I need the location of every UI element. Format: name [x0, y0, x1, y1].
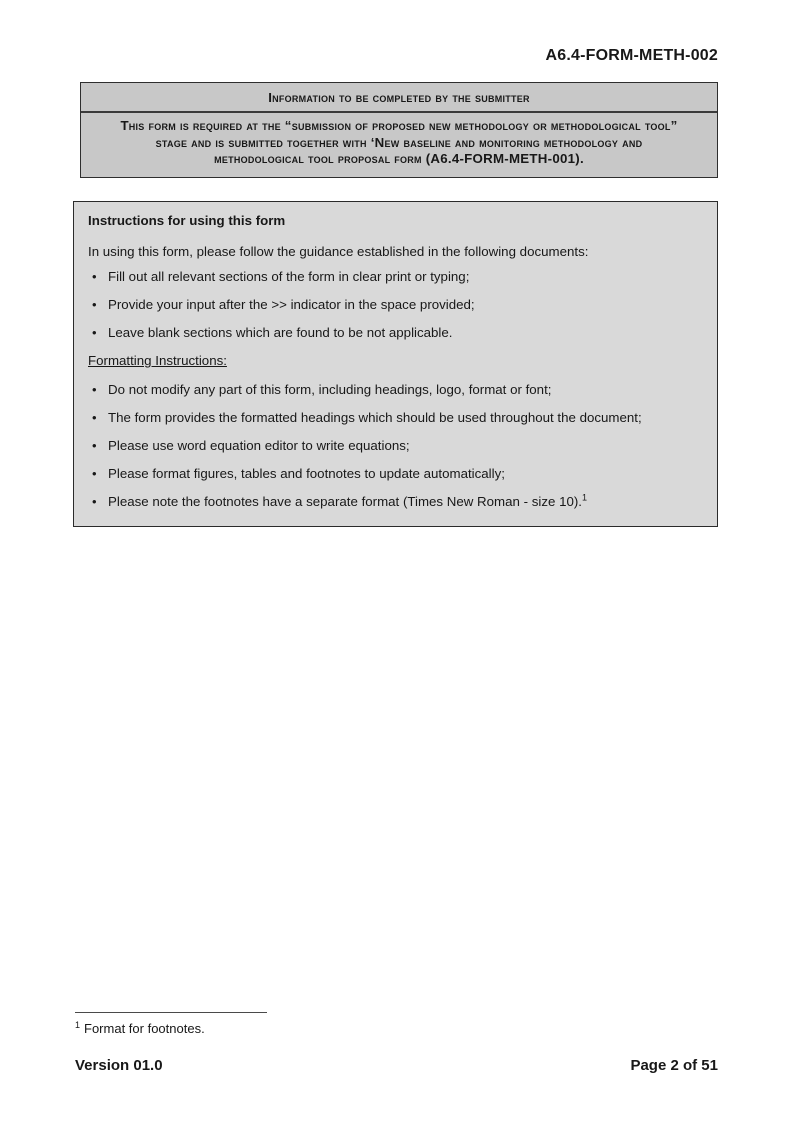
footnote-separator — [75, 1012, 267, 1013]
formatting-bullet-list — [88, 381, 703, 510]
bullet-item — [88, 409, 703, 426]
bullet-item — [88, 324, 703, 341]
bullet-text: Please use word equation editor to write equations; — [108, 438, 410, 453]
instructions-heading: Instructions for using this form — [88, 213, 286, 228]
banner-body-line: stage and is submitted together with ‘New baseline and monitoring methodology and — [155, 134, 643, 150]
bullet-item — [88, 465, 703, 482]
bullet-text: Please note the footnotes have a separate format (Times New Roman - size 10). — [108, 494, 582, 509]
instructions-box — [73, 201, 718, 527]
page-footer — [75, 1057, 718, 1074]
bullet-text: Fill out all relevant sections of the form in clear print or typing; — [108, 269, 470, 284]
footer-page-number: Page 2 of 51 — [630, 1057, 718, 1074]
footer-version: Version 01.0 — [75, 1057, 163, 1074]
bullet-text: The form provides the formatted headings which should be used throughout the document; — [108, 410, 642, 425]
footnote-marker: 1 — [75, 1019, 81, 1030]
bullet-text: Provide your input after the >> indicator in the space provided; — [108, 297, 475, 312]
formatting-instructions-heading — [88, 352, 703, 369]
banner-body-line: methodological tool proposal form (A6.4-FORM-METH-001). — [214, 151, 584, 166]
instructions-intro: In using this form, please follow the guidance established in the following documents: — [88, 244, 589, 259]
bullet-text: Please format figures, tables and footnotes to update automatically; — [108, 466, 505, 481]
bullet-item — [88, 437, 703, 454]
bullet-item — [88, 493, 703, 510]
submitter-banner — [80, 82, 718, 178]
banner-title: Information to be completed by the submitter — [81, 83, 717, 113]
bullet-text: Do not modify any part of this form, including headings, logo, format or font; — [108, 382, 552, 397]
usage-bullet-list — [88, 268, 703, 341]
footnote — [75, 1021, 205, 1037]
bullet-item — [88, 381, 703, 398]
bullet-text: Leave blank sections which are found to be not applicable. — [108, 325, 453, 340]
banner-body-line: This form is required at the “submission of proposed new methodology or methodological tool” — [120, 118, 678, 133]
document-code: A6.4-FORM-METH-002 — [545, 47, 718, 64]
footnote-reference: 1 — [582, 492, 588, 503]
banner-body — [81, 113, 717, 177]
bullet-item — [88, 268, 703, 285]
formatting-instructions-label: Formatting Instructions: — [88, 353, 227, 368]
bullet-item — [88, 296, 703, 313]
footnote-text: Format for footnotes. — [84, 1021, 205, 1036]
